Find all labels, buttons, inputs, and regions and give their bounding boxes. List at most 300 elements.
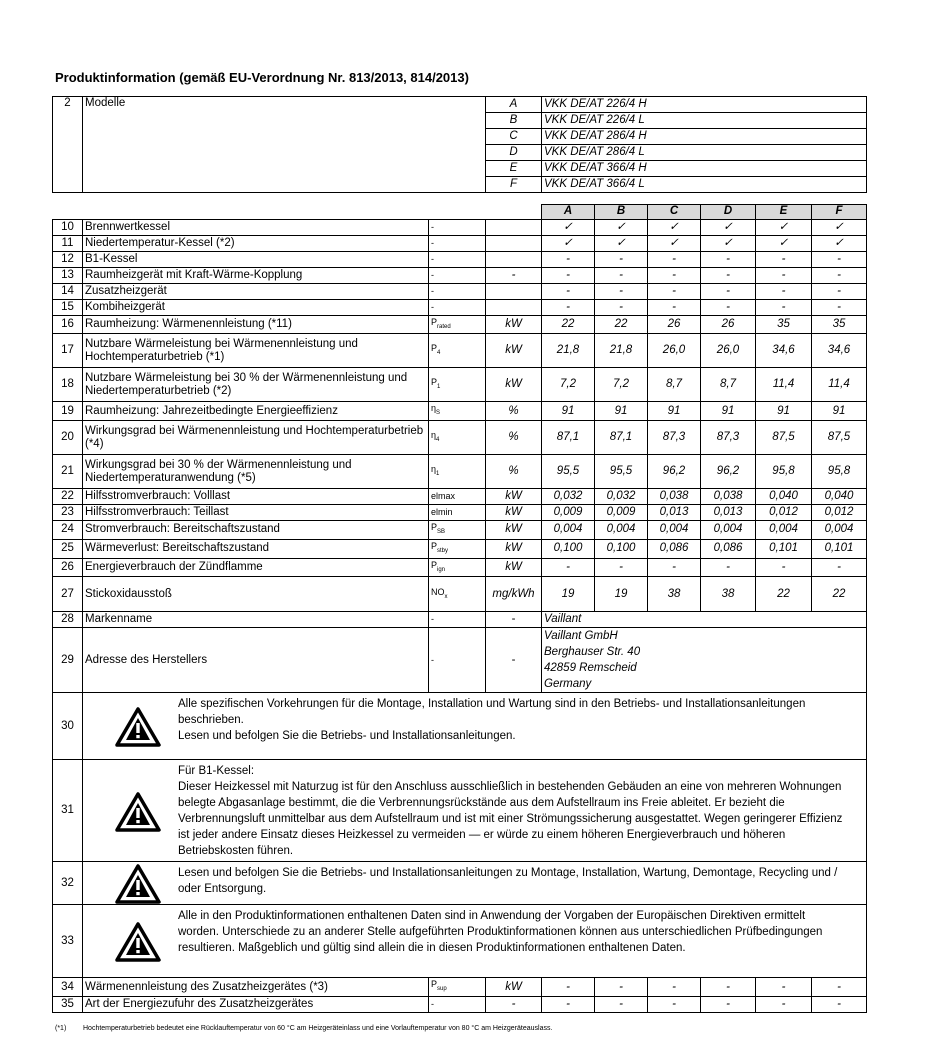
value-cell: ✓	[648, 235, 701, 251]
table-row	[53, 299, 867, 315]
value-cell: -	[595, 558, 648, 577]
symbol-cell	[429, 505, 486, 521]
value-cell: 34,6	[756, 334, 812, 368]
symbol: -	[431, 285, 434, 296]
value-cell: 0,086	[701, 539, 756, 558]
row-number: 29	[53, 628, 83, 693]
row-label: Wirkungsgrad bei 30 % der Wärmenennleistung und Niedertemperaturanwendung (*5)	[83, 455, 429, 489]
symbol-cell	[429, 283, 486, 299]
row-label: Art der Energiezufuhr des Zusatzheizgerätes	[83, 997, 429, 1013]
table-row	[53, 421, 867, 455]
symbol-subscript: SB	[437, 528, 446, 535]
unit-cell: %	[486, 402, 542, 421]
value-cell: -	[756, 299, 812, 315]
table-row	[53, 315, 867, 334]
row-number: 22	[53, 489, 83, 505]
unit-cell: -	[486, 612, 542, 628]
warning-row	[53, 760, 867, 862]
value-cell: -	[812, 299, 867, 315]
warning-row	[53, 862, 867, 905]
row-label: Hilfsstromverbrauch: Volllast	[83, 489, 429, 505]
row-label: Markenname	[83, 612, 429, 628]
model-name: VKK DE/AT 226/4 H	[542, 97, 867, 113]
value-cell: 7,2	[542, 368, 595, 402]
value-cell: 8,7	[648, 368, 701, 402]
value-cell: -	[756, 997, 812, 1013]
value-cell: -	[542, 299, 595, 315]
warning-cell	[83, 693, 867, 760]
table-row	[53, 283, 867, 299]
value-cell: 95,8	[756, 455, 812, 489]
value-cell: -	[701, 267, 756, 283]
value-cell: 0,004	[595, 521, 648, 540]
warning-text	[178, 908, 864, 956]
row-number: 34	[53, 978, 83, 997]
value-cell: 96,2	[648, 455, 701, 489]
symbol: NO	[431, 586, 445, 597]
warning-text	[178, 865, 864, 897]
symbol-subscript: 1	[437, 383, 441, 390]
symbol-cell	[429, 219, 486, 235]
row-label: Wirkungsgrad bei Wärmenennleistung und Hochtemperaturbetrieb (*4)	[83, 421, 429, 455]
symbol-subscript: 1	[436, 470, 440, 477]
warning-cell	[83, 760, 867, 862]
value-cell: -	[542, 558, 595, 577]
symbol-cell	[429, 299, 486, 315]
unit-cell	[486, 219, 542, 235]
symbol: -	[431, 237, 434, 248]
symbol-cell	[429, 251, 486, 267]
model-letter: B	[486, 113, 542, 129]
row-number: 17	[53, 334, 83, 368]
symbol-cell	[429, 539, 486, 558]
table-row	[53, 489, 867, 505]
column-header: C	[648, 205, 701, 220]
row-number: 13	[53, 267, 83, 283]
unit-cell: -	[486, 997, 542, 1013]
symbol: η	[431, 429, 437, 440]
column-header: E	[756, 205, 812, 220]
product-data-table	[52, 204, 867, 1013]
value-cell: -	[648, 267, 701, 283]
value-cell: -	[648, 299, 701, 315]
unit-cell: kW	[486, 539, 542, 558]
symbol-subscript: rated	[437, 323, 451, 330]
unit-cell	[486, 299, 542, 315]
table-row	[53, 577, 867, 612]
value-cell: ✓	[756, 219, 812, 235]
row-label: Kombiheizgerät	[83, 299, 429, 315]
value-cell: 0,032	[542, 489, 595, 505]
value-cell: -	[812, 558, 867, 577]
value-cell: -	[648, 978, 701, 997]
models-table	[52, 96, 867, 193]
symbol: -	[431, 221, 434, 232]
footnote-mark: (*1)	[55, 1025, 67, 1032]
value-cell: -	[756, 978, 812, 997]
warning-line: Verbrennungsluft unmittelbar aus dem Aufstellraum und ist mit einer Strömungssicherung ausgestattet. Wegen geringerer Effizienz	[178, 813, 843, 826]
symbol: -	[431, 999, 434, 1010]
symbol-cell	[429, 997, 486, 1013]
warning-line: worden. Unterschiede zu an anderer Stelle aufgeführten Produktinformationen können aus unterschiedlichen Prüfbedingungen	[178, 926, 823, 939]
model-row	[53, 97, 867, 113]
row-label: Energieverbrauch der Zündflamme	[83, 558, 429, 577]
value-cell: 91	[756, 402, 812, 421]
value-cell: 22	[595, 315, 648, 334]
value-cell: 11,4	[756, 368, 812, 402]
column-header: B	[595, 205, 648, 220]
value-cell: ✓	[701, 219, 756, 235]
value-cell: 21,8	[595, 334, 648, 368]
row-number: 16	[53, 315, 83, 334]
table-row	[53, 558, 867, 577]
footnote	[55, 1025, 552, 1032]
table-row	[53, 505, 867, 521]
model-name: VKK DE/AT 226/4 L	[542, 113, 867, 129]
row-number: 35	[53, 997, 83, 1013]
unit-cell: %	[486, 455, 542, 489]
value-cell: -	[542, 978, 595, 997]
unit-cell: kW	[486, 521, 542, 540]
value-cell: ✓	[756, 235, 812, 251]
warning-line: beschrieben.	[178, 714, 244, 727]
value-cell: ✓	[595, 219, 648, 235]
value-cell: -	[648, 558, 701, 577]
unit-cell: %	[486, 421, 542, 455]
symbol: P	[431, 316, 438, 327]
address-line: Berghauser Str. 40	[544, 646, 641, 659]
value-cell: -	[595, 997, 648, 1013]
symbol-cell	[429, 368, 486, 402]
warning-line: Lesen und befolgen Sie die Betriebs- und Installationsanleitungen.	[178, 730, 516, 743]
value-cell: 19	[595, 577, 648, 612]
unit-cell: kW	[486, 315, 542, 334]
value-cell: ✓	[812, 219, 867, 235]
value-cell: -	[648, 251, 701, 267]
value-cell: 8,7	[701, 368, 756, 402]
value-cell: 38	[648, 577, 701, 612]
value-cell: 87,5	[812, 421, 867, 455]
unit-cell: kW	[486, 489, 542, 505]
footnote-text: Hochtemperaturbetrieb bedeutet eine Rücklauftemperatur von 60 °C am Heizgeräteinlass und eine Vorlauftemperatur von 80 °C am Heizgeräteauslass.	[83, 1025, 553, 1032]
table-row	[53, 267, 867, 283]
unit-cell: kW	[486, 505, 542, 521]
row-label: Brennwertkessel	[83, 219, 429, 235]
unit-cell: kW	[486, 368, 542, 402]
row-number: 2	[53, 97, 83, 193]
value-cell: -	[756, 283, 812, 299]
value-cell: 0,009	[595, 505, 648, 521]
value-cell: 0,038	[648, 489, 701, 505]
symbol-cell	[429, 577, 486, 612]
value-cell: 0,100	[542, 539, 595, 558]
warning-triangle-icon	[115, 922, 161, 962]
value-cell: 26,0	[701, 334, 756, 368]
value-cell: -	[701, 299, 756, 315]
row-label: Niedertemperatur-Kessel (*2)	[83, 235, 429, 251]
page-title: Produktinformation (gemäß EU-Verordnung Nr. 813/2013, 814/2013)	[55, 70, 469, 85]
warning-text	[178, 696, 864, 744]
value-cell: -	[812, 283, 867, 299]
value-cell: 87,5	[756, 421, 812, 455]
warning-line: resultieren. Maßgeblich und gültig sind allein die in diesen Produktinformationen enthaltenen Daten.	[178, 942, 686, 955]
value-cell: 87,3	[648, 421, 701, 455]
value-cell: -	[812, 267, 867, 283]
row-label: Zusatzheizgerät	[83, 283, 429, 299]
row-number: 30	[53, 693, 83, 760]
symbol-cell: -	[429, 612, 486, 628]
symbol-subscript: 4	[437, 349, 441, 356]
row-number: 32	[53, 862, 83, 905]
table-row	[53, 997, 867, 1013]
value-cell: 0,040	[756, 489, 812, 505]
value-cell: 26	[648, 315, 701, 334]
symbol: elmin	[431, 507, 453, 518]
unit-cell	[486, 251, 542, 267]
table-row	[53, 978, 867, 997]
column-header-row	[53, 205, 867, 220]
value-cell: -	[595, 283, 648, 299]
row-label: B1-Kessel	[83, 251, 429, 267]
symbol-cell	[429, 978, 486, 997]
symbol-cell	[429, 315, 486, 334]
value-cell: 22	[812, 577, 867, 612]
value-cell: -	[701, 997, 756, 1013]
column-header: A	[542, 205, 595, 220]
row-label: Raumheizgerät mit Kraft-Wärme-Kopplung	[83, 267, 429, 283]
column-header: F	[812, 205, 867, 220]
value-cell: -	[701, 283, 756, 299]
table-row	[53, 628, 867, 693]
row-number: 20	[53, 421, 83, 455]
symbol-cell	[429, 455, 486, 489]
symbol-cell	[429, 402, 486, 421]
model-letter: F	[486, 177, 542, 193]
value-cell: 0,004	[648, 521, 701, 540]
address-line: Germany	[544, 678, 592, 691]
value-cell: -	[701, 558, 756, 577]
row-number: 33	[53, 905, 83, 978]
value-cell: -	[812, 978, 867, 997]
symbol-subscript: S	[436, 410, 441, 417]
warning-row	[53, 905, 867, 978]
value-cell: -	[595, 251, 648, 267]
address-line: Vaillant GmbH	[544, 630, 618, 643]
value-cell: 91	[648, 402, 701, 421]
warning-line: oder Entsorgung.	[178, 883, 267, 896]
value-cell: 95,5	[595, 455, 648, 489]
symbol: η	[431, 463, 437, 474]
warning-line: Lesen und befolgen Sie die Betriebs- und Installationsanleitungen zu Montage, Installation, Wartung, Demontage, Recycling und /	[178, 867, 838, 880]
symbol-cell	[429, 521, 486, 540]
symbol: elmax	[431, 491, 456, 502]
value-cell: 0,004	[701, 521, 756, 540]
unit-cell: kW	[486, 558, 542, 577]
value-cell: ✓	[648, 219, 701, 235]
symbol: -	[431, 269, 434, 280]
row-label: Raumheizung: Wärmenennleistung (*11)	[83, 315, 429, 334]
warning-line: Alle spezifischen Vorkehrungen für die Montage, Installation und Wartung sind in den Betriebs- und Installationsanleitungen	[178, 698, 806, 711]
warning-line: Betriebskosten führen.	[178, 845, 294, 858]
value-cell: ✓	[812, 235, 867, 251]
row-label: Raumheizung: Jahrezeitbedingte Energieeffizienz	[83, 402, 429, 421]
value-cell: -	[595, 978, 648, 997]
value-cell: -	[542, 283, 595, 299]
value-cell: 0,004	[542, 521, 595, 540]
value-cell: 0,100	[595, 539, 648, 558]
symbol-cell	[429, 489, 486, 505]
value-cell: -	[701, 978, 756, 997]
value-cell: 38	[701, 577, 756, 612]
warning-line: Für B1-Kessel:	[178, 765, 255, 778]
row-label: Stickoxidausstoß	[83, 577, 429, 612]
symbol-subscript: sup	[437, 986, 447, 993]
value-cell: 19	[542, 577, 595, 612]
value-cell: 0,004	[812, 521, 867, 540]
symbol-subscript: 4	[436, 436, 440, 443]
symbol-cell	[429, 421, 486, 455]
value-cell: -	[542, 997, 595, 1013]
model-letter: C	[486, 129, 542, 145]
value-cell: -	[812, 997, 867, 1013]
row-number: 11	[53, 235, 83, 251]
value-cell: 0,004	[756, 521, 812, 540]
row-number: 24	[53, 521, 83, 540]
table-row	[53, 368, 867, 402]
value-cell: -	[648, 283, 701, 299]
model-letter: A	[486, 97, 542, 113]
row-label: Hilfsstromverbrauch: Teillast	[83, 505, 429, 521]
symbol: η	[431, 403, 437, 414]
unit-cell: mg/kWh	[486, 577, 542, 612]
value-cell: -	[648, 997, 701, 1013]
value-cell: -	[756, 251, 812, 267]
row-number: 21	[53, 455, 83, 489]
value-cell: 87,1	[595, 421, 648, 455]
value-cell: 87,3	[701, 421, 756, 455]
warning-line: belegte Abgasanlage bestimmt, die die Verbrennungsrückstände aus dem Aufstellraum ins Freie ableitet. Er bezieht die	[178, 797, 785, 810]
address-line: 42859 Remscheid	[544, 662, 637, 675]
symbol-subscript: stby	[437, 547, 449, 554]
warning-cell	[83, 862, 867, 905]
row-number: 19	[53, 402, 83, 421]
value-cell: 26	[701, 315, 756, 334]
value-cell: 91	[812, 402, 867, 421]
value-cell: 22	[542, 315, 595, 334]
row-number: 14	[53, 283, 83, 299]
symbol: P	[431, 376, 438, 387]
row-label: Wärmeverlust: Bereitschaftszustand	[83, 539, 429, 558]
unit-cell: kW	[486, 334, 542, 368]
symbol-cell	[429, 235, 486, 251]
value-cell: 0,012	[812, 505, 867, 521]
row-label: Wärmenennleistung des Zusatzheizgerätes (*3)	[83, 978, 429, 997]
warning-line: Dieser Heizkessel mit Naturzug ist für den Anschluss ausschließlich in bestehenden Gebäuden an eine von mehreren Wohnungen	[178, 781, 842, 794]
unit-cell	[486, 235, 542, 251]
value-cell: -	[595, 267, 648, 283]
value-cell: 35	[812, 315, 867, 334]
row-number: 18	[53, 368, 83, 402]
value-cell: 91	[595, 402, 648, 421]
value-cell: -	[542, 251, 595, 267]
value-cell: 87,1	[542, 421, 595, 455]
warning-triangle-icon	[115, 792, 161, 832]
symbol-cell	[429, 334, 486, 368]
value-cell: 34,6	[812, 334, 867, 368]
warning-triangle-icon	[115, 707, 161, 747]
value-cell: 35	[756, 315, 812, 334]
model-letter: D	[486, 145, 542, 161]
table-row	[53, 251, 867, 267]
row-number: 25	[53, 539, 83, 558]
value-cell: ✓	[542, 219, 595, 235]
brand-name: Vaillant	[542, 612, 867, 628]
value-cell: 0,040	[812, 489, 867, 505]
value-cell: -	[542, 267, 595, 283]
value-cell: 11,4	[812, 368, 867, 402]
row-number: 10	[53, 219, 83, 235]
model-name: VKK DE/AT 286/4 L	[542, 145, 867, 161]
value-cell: -	[812, 251, 867, 267]
value-cell: 0,086	[648, 539, 701, 558]
table-row	[53, 235, 867, 251]
table-row	[53, 612, 867, 628]
value-cell: ✓	[542, 235, 595, 251]
unit-cell: kW	[486, 978, 542, 997]
value-cell: 95,5	[542, 455, 595, 489]
table-row	[53, 334, 867, 368]
symbol-subscript: ign	[437, 566, 446, 573]
row-label: Adresse des Herstellers	[83, 628, 429, 693]
unit-cell: -	[486, 628, 542, 693]
value-cell: 26,0	[648, 334, 701, 368]
value-cell: -	[756, 267, 812, 283]
value-cell: 0,012	[756, 505, 812, 521]
warning-line: Alle in den Produktinformationen enthaltenen Daten sind in Anwendung der Vorgaben der Europäischen Direktiven ermittelt	[178, 910, 806, 923]
model-name: VKK DE/AT 366/4 L	[542, 177, 867, 193]
model-name: VKK DE/AT 286/4 H	[542, 129, 867, 145]
value-cell: 91	[542, 402, 595, 421]
row-label: Nutzbare Wärmeleistung bei 30 % der Wärmenennleistung und Niedertemperaturbetrieb (*2)	[83, 368, 429, 402]
row-label: Modelle	[83, 97, 486, 193]
manufacturer-address	[542, 628, 867, 693]
table-row	[53, 539, 867, 558]
row-number: 31	[53, 760, 83, 862]
table-row	[53, 219, 867, 235]
symbol: P	[431, 559, 438, 570]
symbol: P	[431, 979, 438, 990]
table-row	[53, 402, 867, 421]
row-number: 28	[53, 612, 83, 628]
value-cell: 21,8	[542, 334, 595, 368]
row-label: Nutzbare Wärmeleistung bei Wärmenennleistung und Hochtemperaturbetrieb (*1)	[83, 334, 429, 368]
value-cell: ✓	[701, 235, 756, 251]
value-cell: 0,013	[648, 505, 701, 521]
value-cell: -	[595, 299, 648, 315]
unit-cell: -	[486, 267, 542, 283]
symbol: -	[431, 253, 434, 264]
warning-row	[53, 693, 867, 760]
value-cell: ✓	[595, 235, 648, 251]
warning-line: ist jeder andere Einsatz dieses Heizkessel zu vermeiden — er würde zu einem höheren Energieverbrauch und höheren	[178, 829, 786, 842]
unit-cell	[486, 283, 542, 299]
warning-text	[178, 763, 864, 859]
model-name: VKK DE/AT 366/4 H	[542, 161, 867, 177]
value-cell: 96,2	[701, 455, 756, 489]
value-cell: 22	[756, 577, 812, 612]
value-cell: 91	[701, 402, 756, 421]
value-cell: 95,8	[812, 455, 867, 489]
